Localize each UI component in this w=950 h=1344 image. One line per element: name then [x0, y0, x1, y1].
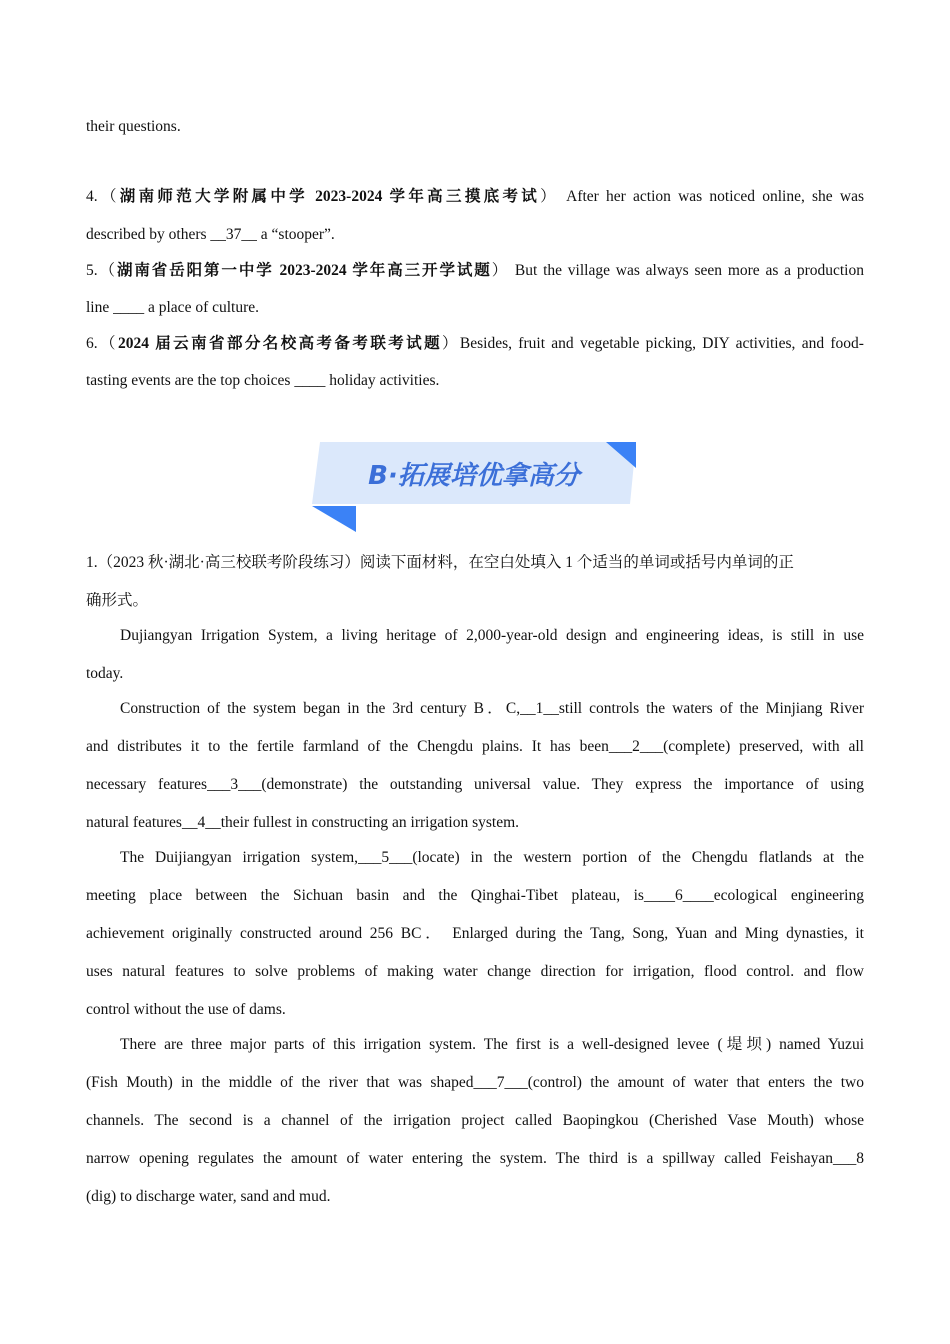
banner-graphic: [310, 440, 640, 532]
question-number: 4.: [86, 188, 98, 205]
banner-corner-bottom-left: [312, 506, 356, 532]
paragraph-3-line-4: uses natural features to solve problems of making water change direction for irrigation, flood control. and flow: [86, 963, 864, 980]
blank-3: ___3___: [207, 776, 262, 793]
intro-tail: their questions.: [86, 118, 181, 135]
paragraph-3-line-5: control without the use of dams.: [86, 1001, 286, 1018]
question-5-line-1: 5.（湖南省岳阳第一中学 2023-2024 学年高三开学试题） But the village was always seen more as a production: [86, 262, 864, 279]
paragraph-1-line-2: today.: [86, 665, 124, 682]
blank-8: ___8: [833, 1150, 864, 1167]
paragraph-3-line-3: achievement originally constructed around 256 BC． Enlarged during the Tang, Song, Yuan and Ming dynasties, it: [86, 925, 864, 942]
question-source: 湖南省岳阳第一中学 2023-2024 学年高三开学试题: [116, 262, 492, 279]
section-banner: [310, 440, 640, 532]
question-number: 6.: [86, 335, 98, 352]
paragraph-1-line-1: Dujiangyan Irrigation System, a living heritage of 2,000-year-old design and engineering ideas, is still in use: [120, 627, 864, 644]
question-4-line-1: 4.（湖南师范大学附属中学 2023-2024 学年高三摸底考试） After her action was noticed online, she was: [86, 188, 864, 205]
blank-6: ____6____: [643, 887, 714, 904]
paragraph-4-line-1: There are three major parts of this irrigation system. The first is a well-designed levee (堤坝) named Yuzui: [120, 1036, 864, 1053]
question-source: 湖南师范大学附属中学 2023-2024 学年高三摸底考试: [119, 188, 541, 205]
question-5-line-2: line ____ a place of culture.: [86, 299, 260, 316]
paragraph-2-line-3: necessary features___3___(demonstrate) the outstanding universal value. They express the importance of using: [86, 776, 865, 793]
question-6-line-1: 6.（2024 届云南省部分名校高考备考联考试题）Besides, fruit and vegetable picking, DIY activities, and food-: [86, 335, 864, 352]
paragraph-2-line-1: Construction of the system began in the 3rd century B．C,__1__still controls the waters of the Minjiang River: [120, 700, 864, 717]
paragraph-4-line-3: channels. The second is a channel of the irrigation project called Baopingkou (Cherished Vase Mouth) whose: [86, 1112, 864, 1129]
blank-5: ___5___: [358, 849, 413, 866]
question-6-line-2: tasting events are the top choices ____ holiday activities.: [86, 372, 440, 389]
blank-1: __1__: [520, 700, 559, 717]
paragraph-3-line-2: meeting place between the Sichuan basin and the Qinghai-Tibet plateau, is____6____ecological engineering: [86, 887, 864, 904]
question-source: 2024 届云南省部分名校高考备考联考试题: [117, 335, 442, 352]
question-4-line-2: described by others __37__ a “stooper”.: [86, 226, 335, 243]
blank-37: __37__: [210, 226, 257, 243]
paragraph-3-line-1: The Duijiangyan irrigation system,___5___(locate) in the western portion of the Chengdu flatlands at the: [120, 849, 864, 866]
question-number: 5.: [86, 262, 98, 279]
paragraph-4-line-2: (Fish Mouth) in the middle of the river that was shaped___7___(control) the amount of water that enters the two: [86, 1074, 864, 1091]
exercise-header-line-2: 确形式。: [86, 592, 149, 609]
exercise-header-line-1: 1.（2023 秋·湖北·高三校联考阶段练习）阅读下面材料，在空白处填入 1 个适当的单词或括号内单词的正: [86, 554, 794, 571]
blank-2: ___2___: [608, 738, 664, 755]
banner-title: B·拓展培优拿高分: [368, 461, 580, 491]
paragraph-2-line-4: natural features__4__their fullest in constructing an irrigation system.: [86, 814, 520, 831]
paragraph-4-line-4: narrow opening regulates the amount of water entering the system. The third is a spillway called Feishayan___8: [86, 1150, 864, 1167]
blank-7: ___7___: [473, 1074, 528, 1091]
blank-4: __4__: [181, 814, 221, 831]
paragraph-4-line-5: (dig) to discharge water, sand and mud.: [86, 1188, 331, 1205]
paragraph-2-line-2: and distributes it to the fertile farmland of the Chengdu plains. It has been___2___(complete) preserved, with all: [86, 738, 864, 755]
